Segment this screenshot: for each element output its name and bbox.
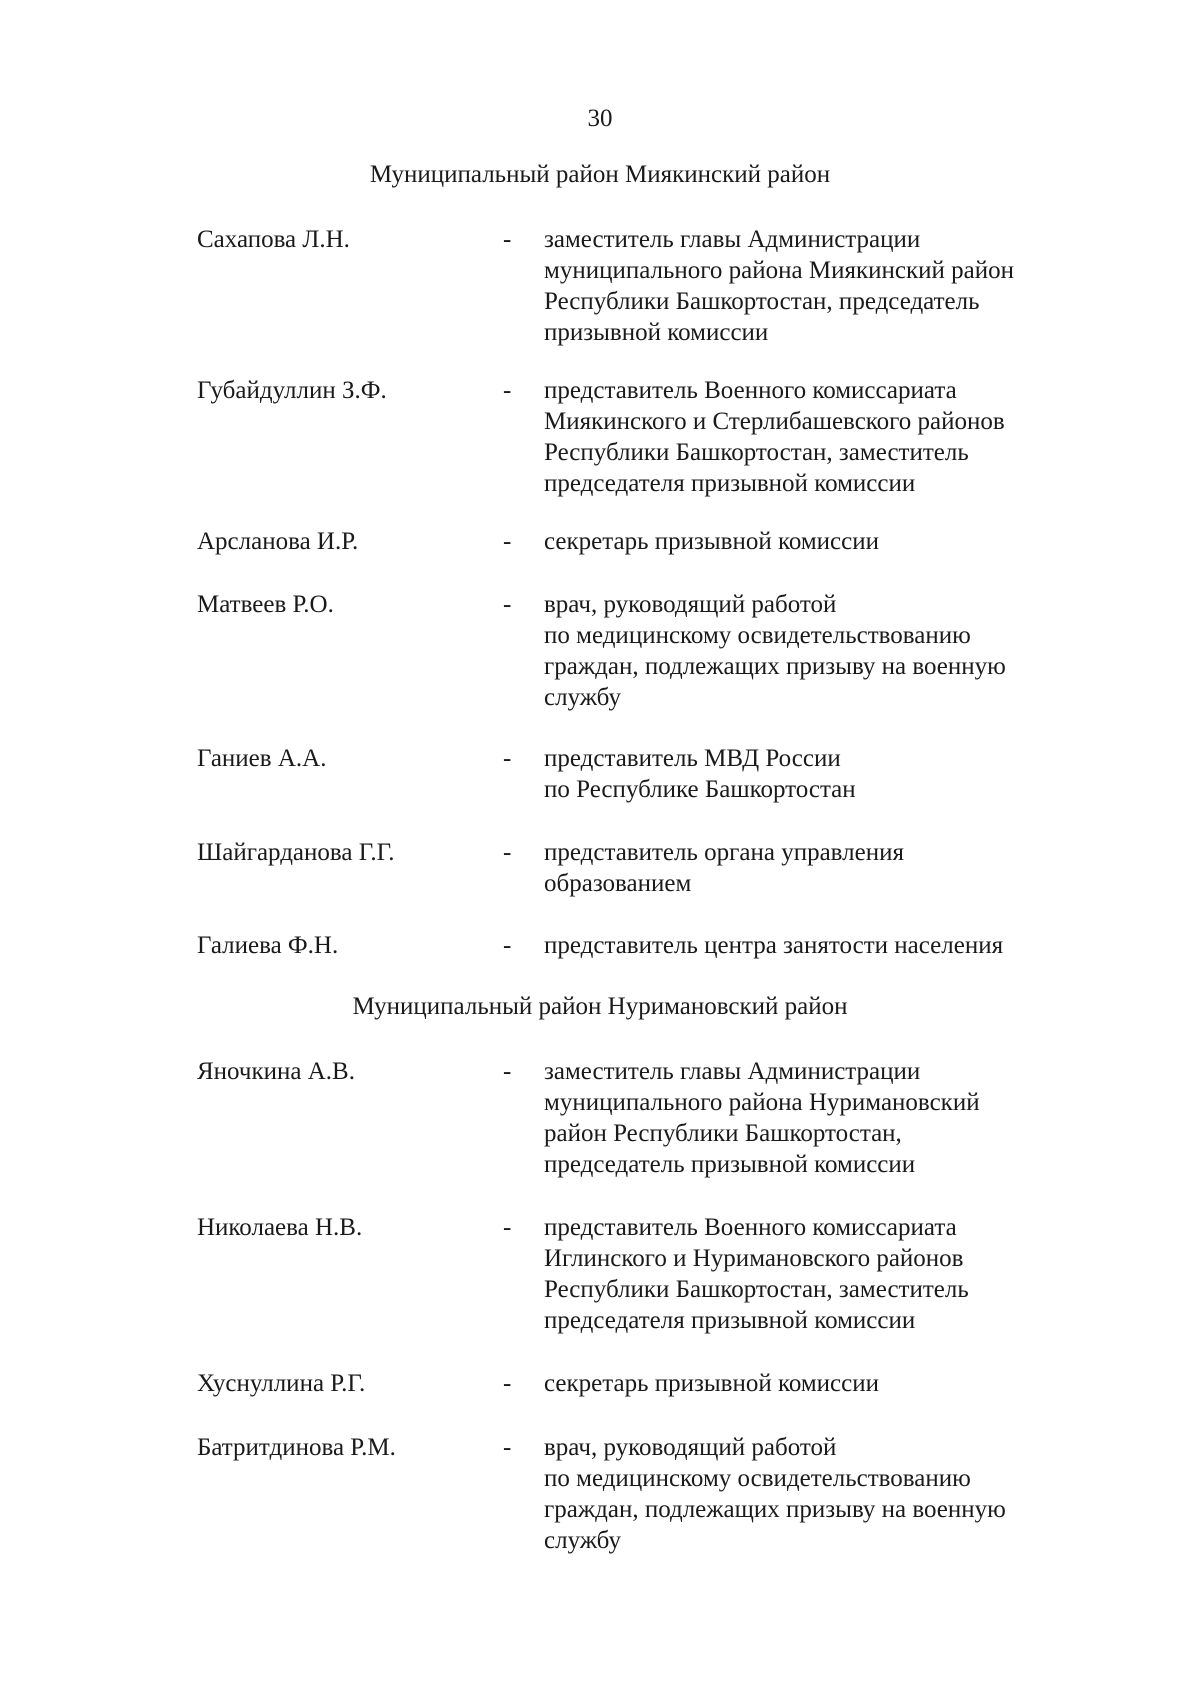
role-line: муниципального района Нуримановский bbox=[544, 1089, 980, 1116]
member-role bbox=[544, 930, 1084, 961]
dash-separator: - bbox=[503, 226, 512, 253]
member-name: Сахапова Л.Н. bbox=[197, 226, 350, 253]
member-role bbox=[544, 375, 1084, 499]
role-line: председатель призывной комиссии bbox=[544, 1151, 916, 1178]
role-line: врач, руководящий работой bbox=[544, 591, 837, 618]
dash-separator: - bbox=[503, 932, 512, 959]
member-role bbox=[544, 224, 1084, 348]
member-role bbox=[544, 589, 1084, 713]
role-line: службу bbox=[544, 1527, 621, 1554]
member-name: Николаева Н.В. bbox=[197, 1214, 363, 1241]
role-line: муниципального района Миякинский район bbox=[544, 257, 1014, 284]
role-line: призывной комиссии bbox=[544, 319, 769, 346]
role-line: представитель Военного комиссариата bbox=[544, 377, 957, 404]
role-line: секретарь призывной комиссии bbox=[544, 528, 880, 555]
role-line: Иглинского и Нуримановского районов bbox=[544, 1245, 964, 1272]
section-heading-miyakinsky: Муниципальный район Миякинский район bbox=[369, 161, 831, 188]
role-line: Республики Башкортостан, председатель bbox=[544, 288, 980, 315]
role-line: заместитель главы Администрации bbox=[544, 1058, 921, 1085]
member-name: Ганиев А.А. bbox=[197, 745, 327, 772]
member-name: Матвеев Р.О. bbox=[197, 591, 334, 618]
page-number: 30 bbox=[587, 105, 613, 132]
role-line: представитель органа управления bbox=[544, 839, 904, 866]
role-line: граждан, подлежащих призыву на военную bbox=[544, 1496, 1006, 1523]
member-name: Яночкина А.В. bbox=[197, 1058, 355, 1085]
member-role bbox=[544, 1212, 1084, 1336]
role-line: представитель центра занятости населения bbox=[544, 932, 1004, 959]
role-line: по Республике Башкортостан bbox=[544, 776, 856, 803]
section-heading-nurimanovsky: Муниципальный район Нуримановский район bbox=[352, 993, 848, 1020]
role-line: Республики Башкортостан, заместитель bbox=[544, 1276, 969, 1303]
member-name: Шайгарданова Г.Г. bbox=[197, 839, 395, 866]
dash-separator: - bbox=[503, 1058, 512, 1085]
role-line: Миякинского и Стерлибашевского районов bbox=[544, 408, 1005, 435]
member-role bbox=[544, 1432, 1084, 1556]
role-line: заместитель главы Администрации bbox=[544, 226, 921, 253]
role-line: секретарь призывной комиссии bbox=[544, 1370, 880, 1397]
dash-separator: - bbox=[503, 745, 512, 772]
dash-separator: - bbox=[503, 1434, 512, 1461]
dash-separator: - bbox=[503, 591, 512, 618]
role-line: граждан, подлежащих призыву на военную bbox=[544, 653, 1006, 680]
member-role bbox=[544, 1368, 1084, 1399]
dash-separator: - bbox=[503, 528, 512, 555]
role-line: образованием bbox=[544, 870, 692, 897]
member-name: Батритдинова Р.М. bbox=[197, 1434, 396, 1461]
role-line: председателя призывной комиссии bbox=[544, 470, 916, 497]
member-role bbox=[544, 837, 1084, 899]
dash-separator: - bbox=[503, 377, 512, 404]
dash-separator: - bbox=[503, 1214, 512, 1241]
role-line: по медицинскому освидетельствованию bbox=[544, 622, 971, 649]
member-name: Губайдуллин З.Ф. bbox=[197, 377, 387, 404]
member-role bbox=[544, 1056, 1084, 1180]
dash-separator: - bbox=[503, 1370, 512, 1397]
role-line: по медицинскому освидетельствованию bbox=[544, 1465, 971, 1492]
member-role bbox=[544, 526, 1084, 557]
role-line: Республики Башкортостан, заместитель bbox=[544, 439, 969, 466]
role-line: представитель МВД России bbox=[544, 745, 841, 772]
member-role bbox=[544, 743, 1084, 805]
role-line: службу bbox=[544, 684, 621, 711]
role-line: председателя призывной комиссии bbox=[544, 1307, 916, 1334]
member-name: Галиева Ф.Н. bbox=[197, 932, 339, 959]
member-name: Хуснуллина Р.Г. bbox=[197, 1370, 366, 1397]
member-name: Арсланова И.Р. bbox=[197, 528, 359, 555]
role-line: врач, руководящий работой bbox=[544, 1434, 837, 1461]
dash-separator: - bbox=[503, 839, 512, 866]
role-line: представитель Военного комиссариата bbox=[544, 1214, 957, 1241]
role-line: район Республики Башкортостан, bbox=[544, 1120, 902, 1147]
